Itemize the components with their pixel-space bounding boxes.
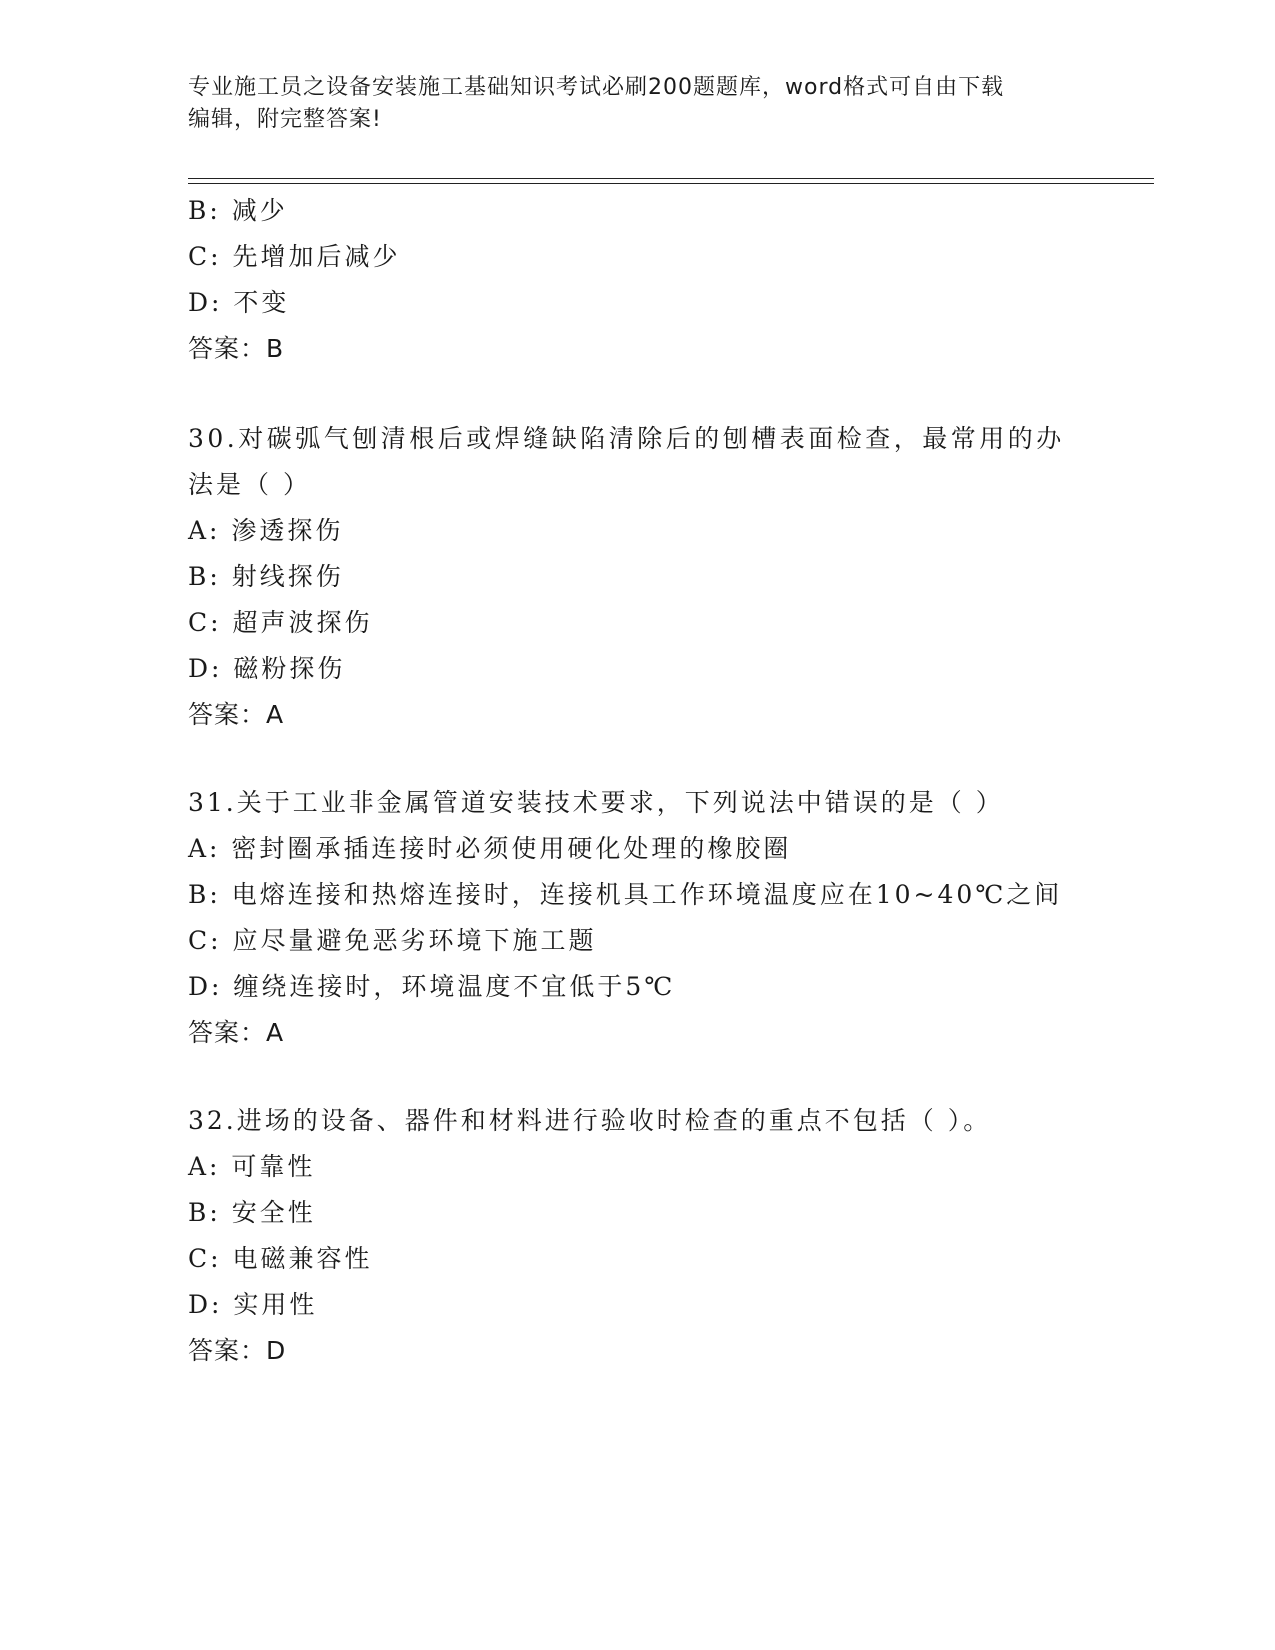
document-header bbox=[188, 72, 1088, 136]
header-title-line-2: 编辑，附完整答案! bbox=[188, 107, 382, 132]
option-d: D: 磁粉探伤 bbox=[188, 654, 346, 683]
question-stem: 32.进场的设备、器件和材料进行验收时检查的重点不包括（ ）。 bbox=[188, 1106, 992, 1135]
question-stem-continued: 法是（ ） bbox=[188, 470, 311, 499]
question-32 bbox=[188, 1098, 1088, 1374]
option-a: A: 密封圈承插连接时必须使用硬化处理的橡胶圈 bbox=[188, 834, 792, 863]
option-d: D: 实用性 bbox=[188, 1290, 318, 1319]
answer-line: 答案：A bbox=[188, 1018, 285, 1047]
question-31 bbox=[188, 780, 1088, 1056]
option-d: D: 不变 bbox=[188, 288, 290, 317]
answer-line: 答案：A bbox=[188, 700, 285, 729]
answer-line: 答案：B bbox=[188, 334, 285, 363]
question-stem: 31.关于工业非金属管道安装技术要求，下列说法中错误的是（ ） bbox=[188, 788, 1004, 817]
question-list bbox=[188, 188, 1088, 1374]
answer-line: 答案：D bbox=[188, 1336, 287, 1365]
option-b: B: 减少 bbox=[188, 196, 288, 225]
question-29-tail bbox=[188, 188, 1088, 372]
option-a: A: 可靠性 bbox=[188, 1152, 316, 1181]
question-spacer bbox=[188, 738, 1088, 780]
question-spacer bbox=[188, 372, 1088, 416]
option-b: B: 电熔连接和热熔连接时，连接机具工作环境温度应在10~40℃之间 bbox=[188, 880, 1063, 909]
option-a: A: 渗透探伤 bbox=[188, 516, 344, 545]
option-d: D: 缠绕连接时，环境温度不宜低于5℃ bbox=[188, 972, 676, 1001]
option-c: C: 电磁兼容性 bbox=[188, 1244, 373, 1273]
option-b: B: 射线探伤 bbox=[188, 562, 344, 591]
question-30 bbox=[188, 416, 1088, 738]
option-c: C: 超声波探伤 bbox=[188, 608, 373, 637]
question-spacer bbox=[188, 1056, 1088, 1098]
question-stem: 30.对碳弧气刨清根后或焊缝缺陷清除后的刨槽表面检查，最常用的办 bbox=[188, 424, 1065, 453]
header-divider-bottom bbox=[188, 183, 1154, 184]
header-divider-top bbox=[188, 178, 1154, 179]
option-c: C: 应尽量避免恶劣环境下施工题 bbox=[188, 926, 597, 955]
option-c: C: 先增加后减少 bbox=[188, 242, 401, 271]
header-title-line-1: 专业施工员之设备安装施工基础知识考试必刷200题题库，word格式可自由下载 bbox=[188, 75, 1005, 100]
option-b: B: 安全性 bbox=[188, 1198, 316, 1227]
